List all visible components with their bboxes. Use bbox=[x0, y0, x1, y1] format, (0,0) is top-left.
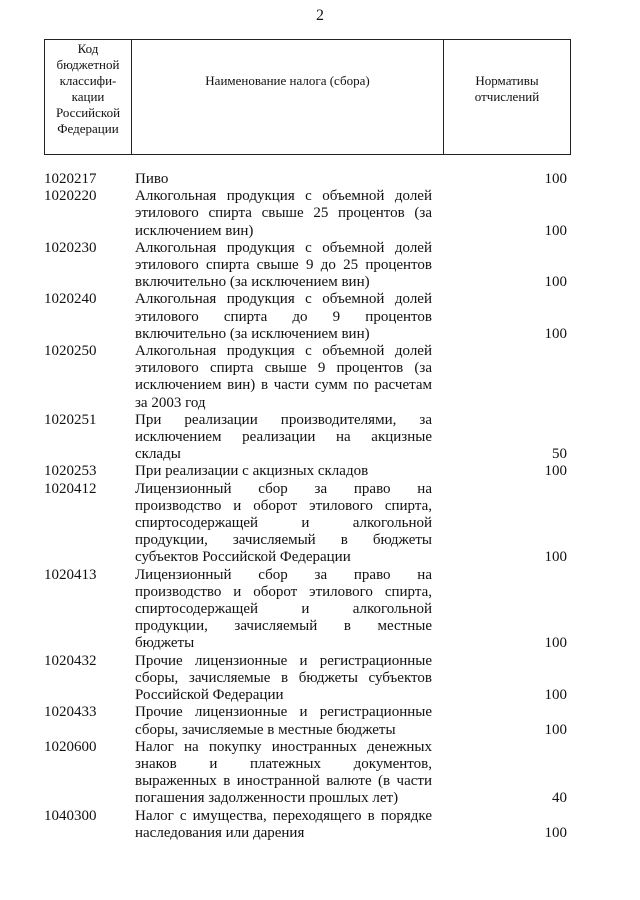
tax-name-line: знаков и платежных документов, bbox=[135, 755, 432, 772]
header-code-line: бюджетной bbox=[56, 57, 120, 72]
tax-name-line: погашения задолженности прошлых лет) bbox=[135, 790, 399, 807]
tax-name bbox=[135, 739, 432, 808]
tax-name-line: Налог на покупку иностранных денежных bbox=[135, 738, 432, 755]
tax-name-line: Алкогольная продукция с объемной долей bbox=[135, 239, 432, 256]
page-number: 2 bbox=[316, 7, 324, 24]
tax-code: 1020217 bbox=[44, 171, 97, 187]
tax-name-line: исключением вин) bbox=[135, 222, 254, 239]
table-row bbox=[44, 808, 571, 842]
tax-name-line: Налог с имущества, переходящего в порядке bbox=[135, 807, 432, 824]
tax-code: 1020433 bbox=[44, 704, 97, 721]
tax-name-line: Прочие лицензионные и регистрационные bbox=[135, 704, 432, 721]
tax-name-line: производство и оборот этилового спирта, bbox=[135, 583, 432, 600]
header-code-line: Код bbox=[77, 41, 99, 56]
tax-name-line: продукции, зачисляемый в бюджеты bbox=[135, 532, 432, 549]
tax-code: 1040300 bbox=[44, 807, 97, 824]
tax-name bbox=[135, 240, 432, 292]
table-row bbox=[44, 240, 571, 292]
tax-name bbox=[135, 481, 432, 567]
tax-name-line: этилового спирта до 9 процентов bbox=[135, 308, 432, 325]
table-row bbox=[44, 481, 571, 567]
deduction-norm bbox=[432, 343, 571, 412]
deduction-norm: 100 bbox=[544, 171, 567, 187]
deduction-norm: 100 bbox=[544, 824, 567, 841]
tax-table-body bbox=[44, 171, 571, 842]
tax-name-line: бюджеты bbox=[135, 635, 195, 652]
deduction-norm: 100 bbox=[544, 463, 567, 480]
table-header bbox=[44, 39, 571, 155]
tax-code: 1020240 bbox=[44, 291, 97, 308]
tax-code: 1020600 bbox=[44, 738, 97, 755]
tax-name-line: включительно (за исключением вин) bbox=[135, 325, 370, 342]
table-row bbox=[44, 171, 571, 188]
deduction-norm: 100 bbox=[544, 325, 567, 342]
table-row bbox=[44, 188, 571, 240]
table-row bbox=[44, 343, 571, 412]
table-row bbox=[44, 704, 571, 738]
tax-name-line: При реализации производителями, за bbox=[135, 411, 432, 428]
tax-name-line: наследования или дарения bbox=[135, 824, 305, 841]
deduction-norm: 100 bbox=[544, 274, 567, 291]
tax-name-line: спиртосодержащей и алкогольной bbox=[135, 515, 432, 532]
tax-name bbox=[135, 412, 432, 464]
deduction-norm: 100 bbox=[544, 549, 567, 566]
tax-name bbox=[135, 291, 432, 343]
deduction-norm: 100 bbox=[544, 222, 567, 239]
tax-name-line: Пиво bbox=[135, 171, 169, 187]
tax-name-line: Лицензионный сбор за право на bbox=[135, 480, 432, 497]
tax-code: 1020253 bbox=[44, 463, 97, 480]
table-row bbox=[44, 653, 571, 705]
tax-name-line: субъектов Российской Федерации bbox=[135, 549, 351, 566]
tax-name-line: продукции, зачисляемый в местные bbox=[135, 618, 432, 635]
header-name-label: Наименование налога (сбора) bbox=[205, 73, 370, 88]
tax-name-line: Российской Федерации bbox=[135, 687, 284, 704]
deduction-norm: 100 bbox=[544, 721, 567, 738]
deduction-norm: 40 bbox=[552, 790, 567, 807]
tax-code: 1020432 bbox=[44, 652, 97, 669]
tax-name-line: за 2003 год bbox=[135, 394, 206, 411]
tax-name-line: этилового спирта свыше 9 процентов (за bbox=[135, 360, 432, 377]
header-norm-line: Нормативы bbox=[475, 73, 539, 88]
header-code-column bbox=[45, 40, 132, 154]
table-row bbox=[44, 739, 571, 808]
header-norm-line: отчислений bbox=[474, 89, 540, 104]
tax-name bbox=[135, 188, 432, 240]
tax-name bbox=[135, 808, 432, 842]
tax-name bbox=[135, 171, 432, 188]
tax-name-line: склады bbox=[135, 446, 181, 463]
deduction-norm: 100 bbox=[544, 635, 567, 652]
tax-name-line: Лицензионный сбор за право на bbox=[135, 566, 432, 583]
header-code-line: классифи- bbox=[59, 73, 117, 88]
table-row bbox=[44, 291, 571, 343]
tax-name-line: спиртосодержащей и алкогольной bbox=[135, 601, 432, 618]
tax-code: 1020250 bbox=[44, 343, 97, 360]
tax-name-line: сборы, зачисляемые в бюджеты субъектов bbox=[135, 669, 432, 686]
tax-code: 1020412 bbox=[44, 480, 97, 497]
table-row bbox=[44, 567, 571, 653]
table-row bbox=[44, 463, 571, 480]
tax-name bbox=[135, 567, 432, 653]
table-row bbox=[44, 412, 571, 464]
tax-name-line: выраженных в иностранной валюте (в части bbox=[135, 773, 432, 790]
tax-name bbox=[135, 653, 432, 705]
tax-name-line: Алкогольная продукция с объемной долей bbox=[135, 343, 432, 360]
deduction-norm: 100 bbox=[544, 687, 567, 704]
tax-name-line: исключением вин) в части сумм по расчетам bbox=[135, 377, 432, 394]
tax-name-line: сборы, зачисляемые в местные бюджеты bbox=[135, 721, 396, 738]
tax-name-line: Прочие лицензионные и регистрационные bbox=[135, 652, 432, 669]
deduction-norm: 50 bbox=[552, 446, 567, 463]
header-code-line: Российской bbox=[55, 105, 121, 120]
tax-name-line: включительно (за исключением вин) bbox=[135, 274, 370, 291]
tax-name bbox=[135, 704, 432, 738]
tax-code: 1020230 bbox=[44, 239, 97, 256]
tax-code: 1020251 bbox=[44, 411, 97, 428]
header-code-line: кации bbox=[71, 89, 105, 104]
tax-name-line: Алкогольная продукция с объемной долей bbox=[135, 188, 432, 205]
tax-name bbox=[135, 463, 432, 480]
tax-name-line: производство и оборот этилового спирта, bbox=[135, 497, 432, 514]
tax-name-line: этилового спирта свыше 25 процентов (за bbox=[135, 205, 432, 222]
header-code-line: Федерации bbox=[57, 121, 119, 136]
header-norm-column bbox=[444, 40, 570, 154]
tax-name bbox=[135, 343, 432, 412]
tax-code: 1020413 bbox=[44, 566, 97, 583]
header-name-column bbox=[132, 40, 444, 154]
tax-name-line: Алкогольная продукция с объемной долей bbox=[135, 291, 432, 308]
tax-name-line: этилового спирта свыше 9 до 25 процентов bbox=[135, 257, 432, 274]
tax-code: 1020220 bbox=[44, 188, 97, 205]
tax-name-line: При реализации с акцизных складов bbox=[135, 463, 369, 480]
tax-name-line: исключением реализации на акцизные bbox=[135, 429, 432, 446]
